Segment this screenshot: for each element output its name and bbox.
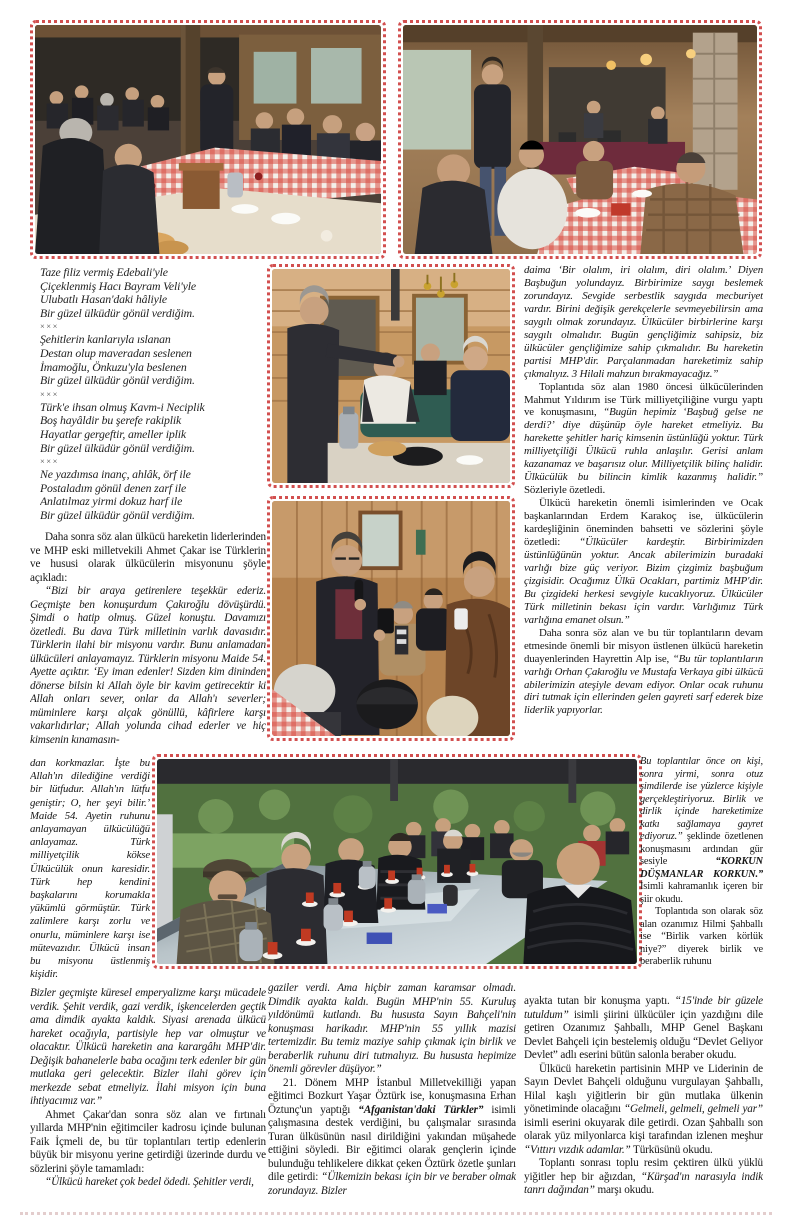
text-segment: Şehitlerin kanlarıyla ıslanan [40, 332, 171, 347]
text-segment: Türküsünü okudu. [630, 1143, 713, 1156]
column-middle-lower [268, 982, 516, 1214]
paragraph [40, 347, 266, 361]
paragraph [524, 1157, 763, 1198]
text-segment: Ahmet Çakar'dan sonra söz alan ve fırtınalı yıllarda MHP'nin eğitimciler kadrosu içinde bulunan Faik İçmeli de, bu tür toplantıları tertip edenlerin büyük bir misyonu yerine getirdiği üzerinde durdu ve sözlerini şöyle tamamladı: [30, 1108, 266, 1175]
text-segment: Taze filiz vermiş Edebali'yle [40, 266, 168, 279]
text-segment: isimli eserini okuyarak dile getirdi. Ozan Şahballı son olarak yüz milyonlarca kişi tarafından izlenen meşhur [524, 1116, 763, 1142]
text-segment: “Afganistan'daki Türkler” [358, 1103, 484, 1116]
paragraph [524, 995, 763, 1063]
text-segment: Boş hayâldir bu şerefe rakiplik [40, 413, 182, 428]
paragraph [524, 264, 763, 381]
paragraph [30, 757, 150, 981]
paragraph [30, 585, 266, 747]
text-segment: daima ‘Bir olalım, iri olalım, diri olalım.’ Diyen Başbuğun yolundayız. Birbirimize saygı beslemek zorundayız. Sevgide serbestlik saygıda mecburiyet vardır. Birini değişik gerekçelerle sevmeyebilirsin ama saygılı olmak zorundayız. Ülkücüler birbirlerine karşı saygılı olmalıdır. Bugün gençliğimiz sahipsiz, biz ülkücüler gençliğimize sahip çıkmalıdır. Bu hareketin partisi MHP'dir. Parçalanmadan hareketimiz sahip çıkmalıyız. 3 Hilali mahzun bırakmayacağız.” [524, 264, 763, 380]
paragraph [30, 531, 266, 585]
paragraph [30, 1109, 266, 1177]
column-left-narrow [30, 757, 150, 987]
photo-middle-2-image [272, 501, 510, 736]
paragraph [40, 442, 266, 456]
photo-wide-image [157, 759, 637, 964]
paragraph [40, 428, 266, 442]
column-right-lower [524, 995, 763, 1215]
paragraph [40, 266, 266, 280]
column-left-lower [30, 987, 266, 1213]
text-segment: Ulubatlı Hasan'daki hâliyle [40, 292, 167, 307]
page-bottom-decoration [20, 1212, 772, 1215]
text-segment: Hayatlar gergeftir, ameller iplik [40, 426, 186, 441]
text-segment: Bir güzel ülküdür gönül verdiğim. [40, 373, 195, 388]
paragraph [40, 495, 266, 509]
text-segment: “Bugün hepimiz ‘Başbuğ gelse ne derdi?’ diye düşünüp öyle hareket etmeliyiz. Bu harekette şehitler hariç kimsenin üstünlüğü yoktur. Türk milliyetçiliği Ülkücü ruhla anlaşılır. Gerisi anlam kazanamaz ve başarısız olur. Milliyetçilik bilinç halidir. Ülkücülük bu bilincin kimlik kazanmış halidir.” [524, 406, 763, 484]
photo-top-left [30, 20, 386, 259]
text-segment: Bir güzel ülküdür gönül verdiğim. [40, 305, 195, 320]
column-right-upper [524, 264, 763, 756]
text-segment: isimli çalışmasına destek verdiğini, bu çalışmalar sırasında Turan ülküsünün nasıl dirildiğini yakından müşahede ettiğini söyledi. Bir eğitimci olarak gençlerin içinde bulunduğu tehlikelere dikkat çeken Öztürk özetle şunları dile getirdi: [268, 1103, 516, 1183]
text-segment: dan korkmazlar. İşte bu Allah'ın dilediğine verdiği bir lütfudur. Allah'ın lütfu geniştir; O, her şeyi bilir.’ Maide 54. Ayetin ruhunu anlayamayan ülkücülüğü anlayamaz. Türk milliyetçilik kökse Ülkücülük onun karesidir. Türk hep kendini başkalarını korumakla yükümlü görmüştür. Türk zalimlere karşı zorlu ve onurlu, müminlere karşı ise mütevazıdır. Ülkücü insan bu misyonu üstlenmiş kişidir. [30, 757, 150, 981]
text-segment: “Bizi bir araya getirenlere teşekkür ederiz. Geçmişte ben konuşurdum Çakıroğlu dövüşürdü. Şimdi o hatip olmuş. Güzel konuştu. Davamızı özetledi. Bu dava Türk milletinin varlık davasıdır. Türklerin ilahi bir misyonu vardır. Bunu anlamadan ülkücüleri anlayamayız. Türklerin misyonu Maide 54. Ayette açıktır. ‘Ey iman edenler! Sizden kim dininden dönerse bilsin ki Allah öyle bir kavim getirecektir ki Allah onları sever, onlar da Allah'ı severler; müminlere karşı alçak gönüllü, kâfirlere karşı vakarlıdırlar; Allah yolunda cihad ederler ve hiç kimsenin kınamasın- [30, 585, 266, 746]
photo-middle-1-image [272, 269, 510, 483]
photo-top-left-image [35, 25, 381, 254]
paragraph [268, 982, 516, 1077]
paragraph [40, 482, 266, 496]
text-segment: Sözleriyle özetledi. [524, 484, 606, 497]
paragraph [268, 1077, 516, 1199]
text-segment: “Ülkemizin bekası için bir ve beraber olmak zorundayız. Bizler [268, 1171, 516, 1197]
text-segment: “KORKUN DÜŞMANLAR KORKUN.” [640, 856, 763, 880]
text-segment: marşı okudu. [594, 1184, 655, 1196]
text-segment: “Ülkücüler kardeştir. Birbirimizden üstünlüğünün yoktur. Ancak abilerimizin buradaki varlığı bize güç veriyor. Bizim çizgimiz başbuğum çizgisidir. Ocağımız Ülkü Ocakları, partimiz MHP'dir. Bu çizgideki herkesi sevgiyle kucaklıyoruz. Ülkücüler Türk milletinin bekası için vardır. Varlığımız Türk varlığına emanet olsun.” [524, 536, 763, 626]
text-segment: gaziler verdi. Ama hiçbir zaman karamsar olmadı. Dimdik ayakta kaldı. Bugün MHP'nin 55. Kuruluş yıldönümü kutlandı. Bu hususta Sayın Bahçeli'nin konuşması harikadır. MHP'nin 55 yıllık mazisi tertemizdir. Bu temiz maziye sahip çıkmak için birlik ve beraberlik ruhunu diri tutmalıyız. Bu hususta hepimize önemli görevler düşüyor.” [268, 982, 516, 1075]
paragraph [40, 509, 266, 523]
text-segment: “Vıttırı vızdık adamlar.” [524, 1143, 631, 1156]
text-segment: şeklinde özetlenen konuşmasını ardından gür sesiyle [640, 831, 763, 867]
paragraph [524, 381, 763, 498]
text-segment: “Gelmeli, gelmeli, gelmeli yar” [623, 1103, 763, 1115]
text-segment: Türk'e ihsan olmuş Kavm-i Neciplik [40, 399, 205, 414]
text-segment: Toplantı sonrası toplu resim çektiren ülkü yüklü yiğitler hep bir ağızdan, [524, 1157, 763, 1183]
text-segment: ××× [40, 456, 59, 467]
text-segment: Bir güzel ülküdür gönül verdiğim. [40, 507, 195, 522]
poem-block [40, 266, 266, 529]
text-segment: ayakta tutan bir konuşma yaptı. [524, 995, 675, 1007]
text-segment: İmamoğlu, Önkuzu'yla beslenen [40, 359, 187, 374]
text-segment: İsimli kahramanlık içeren bir şiir okudu. [640, 881, 763, 905]
text-segment: Toplantıda son olarak söz alan ozanımız Hilmi Şahballı ise “Birlik varken körlük niye?” diyerek birlik ve beraberlik ruhunu [640, 906, 763, 967]
text-segment: Bu toplantılar önce on kişi, sonra yirmi, sonra otuz şimdilerde ise yüzlerce kişiyle gerçekleştiriyoruz. Birlik ve dirlik içinde hareketimize katkı sağlamaya gayret ediyoruz.” [640, 756, 763, 842]
column-right-narrow [640, 756, 763, 996]
text-segment: 21. Dönem MHP İstanbul Milletvekilliği yapan eğitimci Bozkurt Yaşar Öztürk ise, konuşmasına Erhan Öztunç'un yaptığı [268, 1076, 516, 1116]
text-segment: “Bu tür toplantıların varlığı Orhan Çakıroğlu ve Mustafa Verkaya gibi ülkücü abilerimizin ateşiyle devam ediyor. Onlar ocak ruhunu diri tutmak için ellerinden gelen gayreti sarf ederek bize liderlik yapıyorlar. [524, 652, 763, 717]
paragraph [524, 1063, 763, 1158]
photo-top-right [398, 20, 762, 259]
paragraph [40, 468, 266, 482]
photo-top-right-image [403, 25, 757, 254]
paragraph [30, 987, 266, 1109]
text-segment: Çiçeklenmiş Hacı Bayram Veli'yle [40, 278, 196, 293]
paragraph [30, 1176, 266, 1190]
text-segment: Bizler geçmişte küresel emperyalizme karşı mücadele verdik. Şehit verdik, gazi verdik, işkencelerden geçtik ama dimdik ayakta kaldık. Siyasi arenada ülkücü hareket ocağıyla, partisiyle hep var olmuştur ve olacaktır. Ülkücü hareketin ana karargâhı MHP'dir. Değişik bahanelerle baba ocağını terk edenler bir gün mutlaka geri gelecektir. Bizler ilahi görev için merkezde sebat etmeliyiz. İlahi misyon için buna ihtiyacımız var.” [30, 987, 266, 1107]
text-segment: “15'inde bir güzele tutuldum” [524, 995, 763, 1021]
paragraph [640, 906, 763, 969]
text-segment: Ne yazdımsa inanç, ahlâk, örf ile [40, 467, 191, 482]
text-segment: “Ülkücü hareket çok bedel ödedi. Şehitler verdi, [45, 1176, 254, 1188]
text-segment: ××× [40, 321, 59, 332]
paragraph [40, 280, 266, 294]
text-segment: Ülkücü hareketin önemli isimlerinden ve Ocak başkanlarından Erdem Karakoç ise, ülkücülerin kardeşliğinin öneminden bahsetti ve sözlerini şöyle özetledi: [524, 497, 763, 549]
paragraph [40, 374, 266, 388]
paragraph [524, 497, 763, 627]
photo-wide-tea-table [152, 754, 642, 969]
text-segment: isimli şiirini ülkücüler için yazdığını dile getiren Ozanımız Şahballı, MHP Genel Başkanı Devlet Bahçeli için bestelemiş olduğu “Devlet Geliyor Devlet” adlı eserini bütün salonla beraber okudu. [524, 1008, 763, 1061]
paragraph [40, 333, 266, 347]
text-segment: Destan olup maveradan seslenen [40, 345, 192, 360]
paragraph [524, 627, 763, 718]
photo-middle-speaker-microphone [267, 496, 515, 741]
paragraph [40, 361, 266, 375]
text-segment: Ülkücü hareketin partisinin MHP ve Liderinin de Sayın Devlet Bahçeli olduğunu vurgulayan Şahballı, Hilal kaşlı yiğitlerin bir gün mutlaka ülkenin yönetiminde olacağını [524, 1062, 763, 1115]
text-segment: Bir güzel ülküdür gönül verdiğim. [40, 440, 195, 455]
paragraph [40, 414, 266, 428]
paragraph [40, 293, 266, 307]
text-segment: “Kürşad'ın narasıyla indik tanrı dağından” [524, 1170, 763, 1196]
text-segment: Daha sonra söz alan ülkücü hareketin liderlerinden ve MHP eski milletvekili Ahmet Çakar ise Türklerin ve hususi olarak ülkücülerin misyonunu şöyle açıkladı: [30, 531, 266, 584]
text-segment: Anlatılmaz yirmi dokuz harf ile [40, 494, 183, 509]
photo-middle-speaker-standing [267, 264, 515, 488]
text-segment: Postaladım gönül denen zarf ile [40, 480, 187, 495]
text-segment: ××× [40, 388, 59, 399]
text-segment: Daha sonra söz alan ve bu tür toplantıların devam etmesinde önemli bir misyon üstlenen ülkücü hareketin duayenlerinden Hayrettin Alp ise, [524, 626, 763, 665]
paragraph [640, 756, 763, 906]
text-segment: Toplantıda söz alan 1980 öncesi ülkücülerinden Mahmut Yıldırım ise Türk milliyetçiliğine vurgu yaptı ve konuşmasını, [524, 380, 763, 419]
column-left-upper [30, 531, 266, 757]
paragraph [40, 307, 266, 321]
paragraph [40, 401, 266, 415]
